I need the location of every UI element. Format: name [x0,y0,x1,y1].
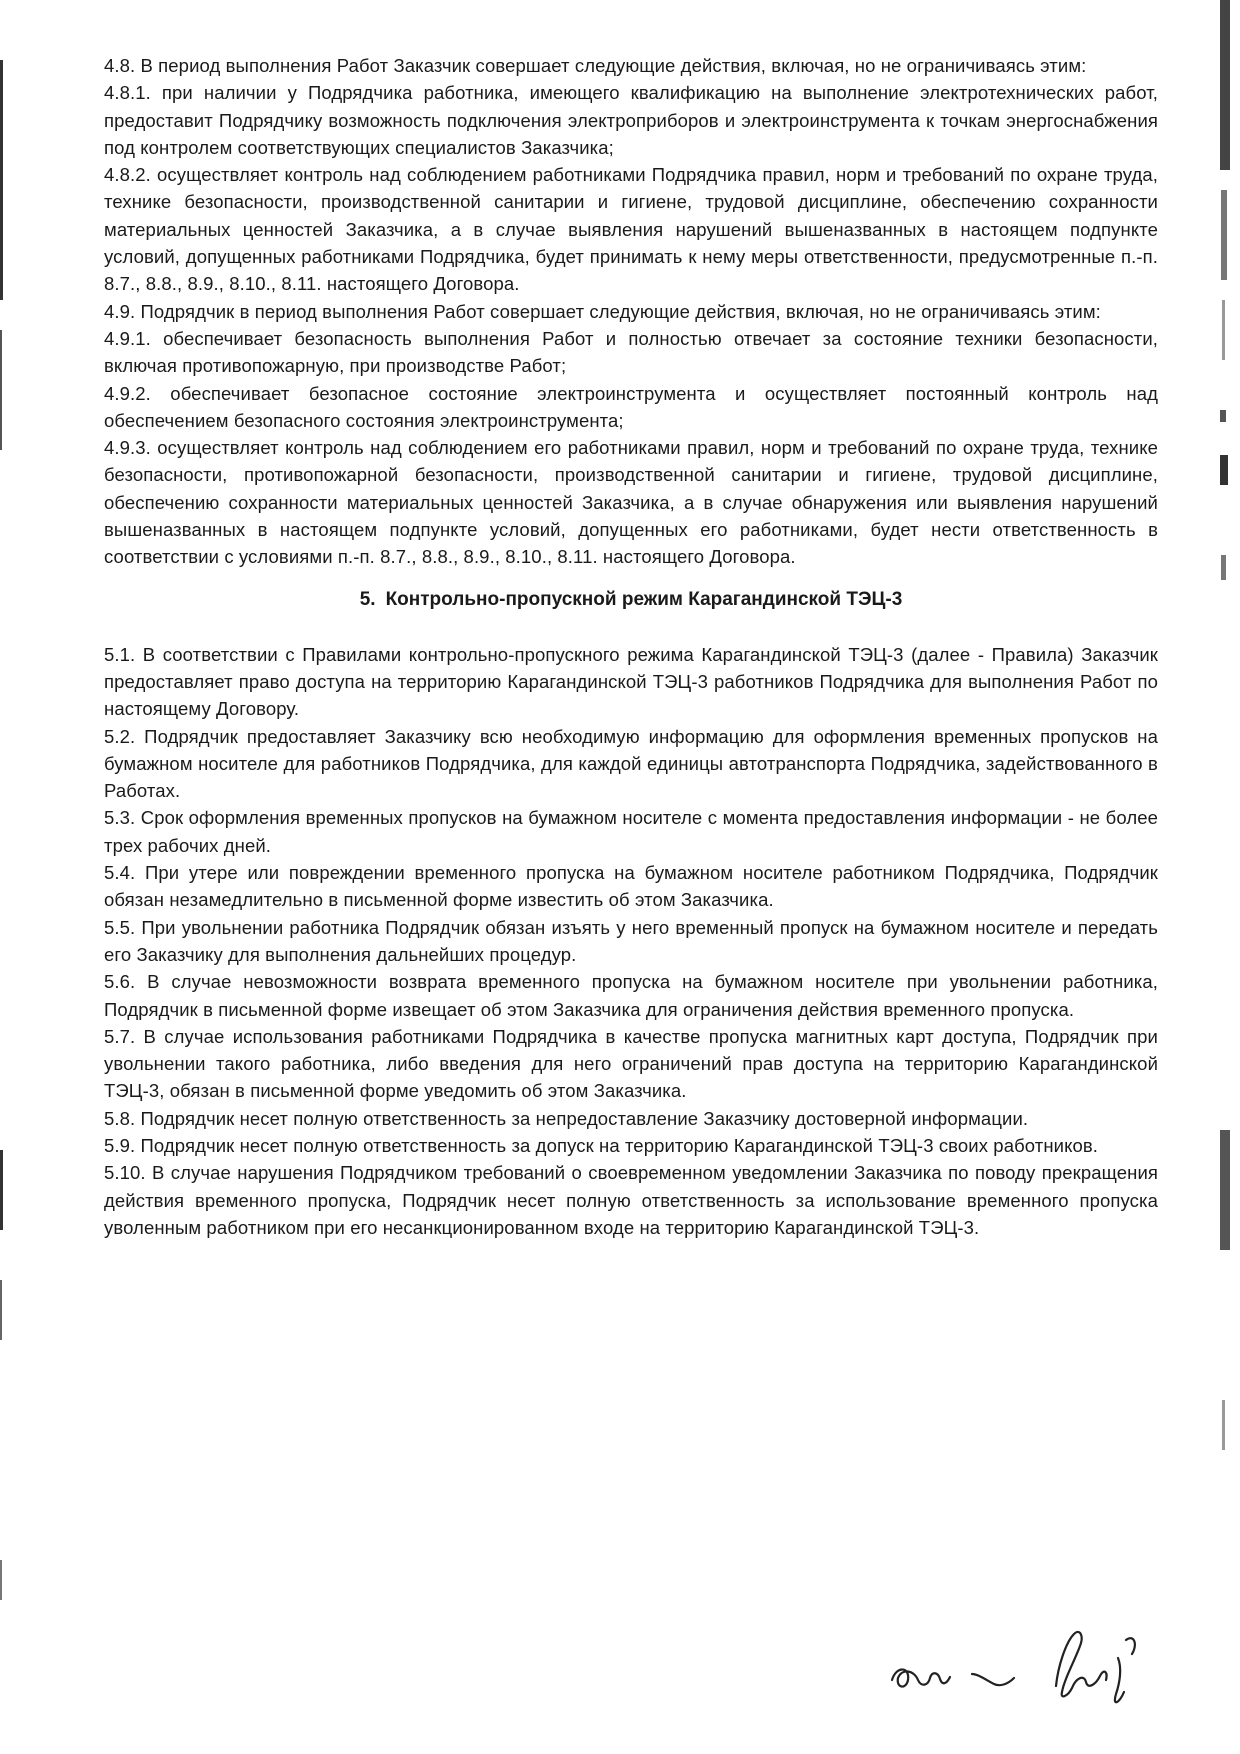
clause-5-5: 5.5. При увольнении работника Подрядчик обязан изъять у него временный пропуск на бумажном носителе и передать его Заказчику для выполнения дальнейших процедур. [104,916,1158,965]
scan-edge-left [0,0,10,1754]
clause-4-8-2: 4.8.2. осуществляет контроль над соблюдением работниками Подрядчика правил, норм и требований по охране труда, технике безопасности, производственной санитарии и гигиене, трудовой дисциплине, обеспечению сохранности материальных ценностей Заказчика, а в случае выявления нарушений вышеназванных в настоящем подпункте условий, допущенных работниками Подрядчика, будет принимать к нему меры ответственности, предусмотренные п.-п. 8.7., 8.8., 8.9., 8.10., 8.11. настоящего Договора. [104,164,1158,295]
clause-5-1: 5.1. В соответствии с Правилами контрольно-пропускного режима Карагандинской ТЭЦ-3 (далее - Правила) Заказчик предоставляет право доступа на территорию Карагандинской ТЭЦ-3 работников Подрядчика для выполнения Работ по настоящему Договору. [104,643,1158,720]
clause-5-9: 5.9. Подрядчик несет полную ответственность за допуск на территорию Карагандинской ТЭЦ-3 своих работников. [104,1134,1099,1156]
clause-4-9-1: 4.9.1. обеспечивает безопасность выполнения Работ и полностью отвечает за состояние техники безопасности, включая противопожарную, при производстве Работ; [104,327,1158,377]
clause-4-9: 4.9. Подрядчик в период выполнения Работ совершает следующие действия, включая, но не ограничиваясь этим: [104,300,1101,322]
section-5-number: 5. [359,588,376,610]
clause-4-8: 4.8. В период выполнения Работ Заказчик совершает следующие действия, включая, но не ограничиваясь этим: [104,55,1087,76]
clause-5-8: 5.8. Подрядчик несет полную ответственность за непредоставление Заказчику достоверной информации. [104,1107,1029,1129]
document-body [104,52,1158,1241]
handwritten-signatures [880,1610,1180,1720]
clause-5-2: 5.2. Подрядчик предоставляет Заказчику всю необходимую информацию для оформления временных пропусков на бумажном носителе для работников Подрядчика, для каждой единицы автотранспорта Подрядчика, задействованного в Работах. [104,725,1158,802]
clause-4-9-3: 4.9.3. осуществляет контроль над соблюдением его работниками правил, норм и требований по охране труда, технике безопасности, противопожарной безопасности, производственной санитарии и гигиене, трудовой дисциплине, обеспечению сохранности материальных ценностей Заказчика, а в случае обнаружения или выявления нарушений вышеназванных в настоящем подпункте условий, допущенных его работниками, будет нести ответственность в соответствии с условиями п.-п. 8.7., 8.8., 8.9., 8.10., 8.11. настоящего Договора. [104,437,1158,568]
clause-5-4: 5.4. При утере или повреждении временного пропуска на бумажном носителе работником Подрядчика, Подрядчик обязан незамедлительно в письменной форме известить об этом Заказчика. [104,862,1158,911]
clause-5-6: 5.6. В случае невозможности возврата временного пропуска на бумажном носителе при увольнении работника, Подрядчик в письменной форме извещает об этом Заказчика для ограничения действия временного пропуска. [104,971,1158,1020]
clause-4-9-2: 4.9.2. обеспечивает безопасное состояние электроинструмента и осуществляет постоянный контроль над обеспечением безопасного состояния электроинструмента; [104,382,1158,431]
clause-5-3: 5.3. Срок оформления временных пропусков на бумажном носителе с момента предоставления информации - не более трех рабочих дней. [104,807,1158,856]
clause-5-10: 5.10. В случае нарушения Подрядчиком требований о своевременном уведомлении Заказчика по поводу прекращения действия временного пропуска, Подрядчик несет полную ответственность за использование временного пропуска уволенным работником при его несанкционированном входе на территорию Карагандинской ТЭЦ-3. [104,1162,1158,1238]
scan-edge-right [1216,0,1232,1754]
section-5-title: Контрольно-пропускной режим Карагандинской ТЭЦ-3 [385,588,903,610]
clause-5-7: 5.7. В случае использования работниками Подрядчика в качестве пропуска магнитных карт доступа, Подрядчик при увольнении такого работника, либо введения для него ограничений прав доступа на территорию Карагандинской ТЭЦ-3, обязан в письменной форме уведомить об этом Заказчика. [104,1025,1158,1102]
section-5-heading [104,585,1158,615]
clause-4-8-1: 4.8.1. при наличии у Подрядчика работника, имеющего квалификацию на выполнение электротехнических работ, предоставит Подрядчику возможность подключения электроприборов и электроинструмента к точкам энергоснабжения под контролем соответствующих специалистов Заказчика; [104,82,1158,158]
